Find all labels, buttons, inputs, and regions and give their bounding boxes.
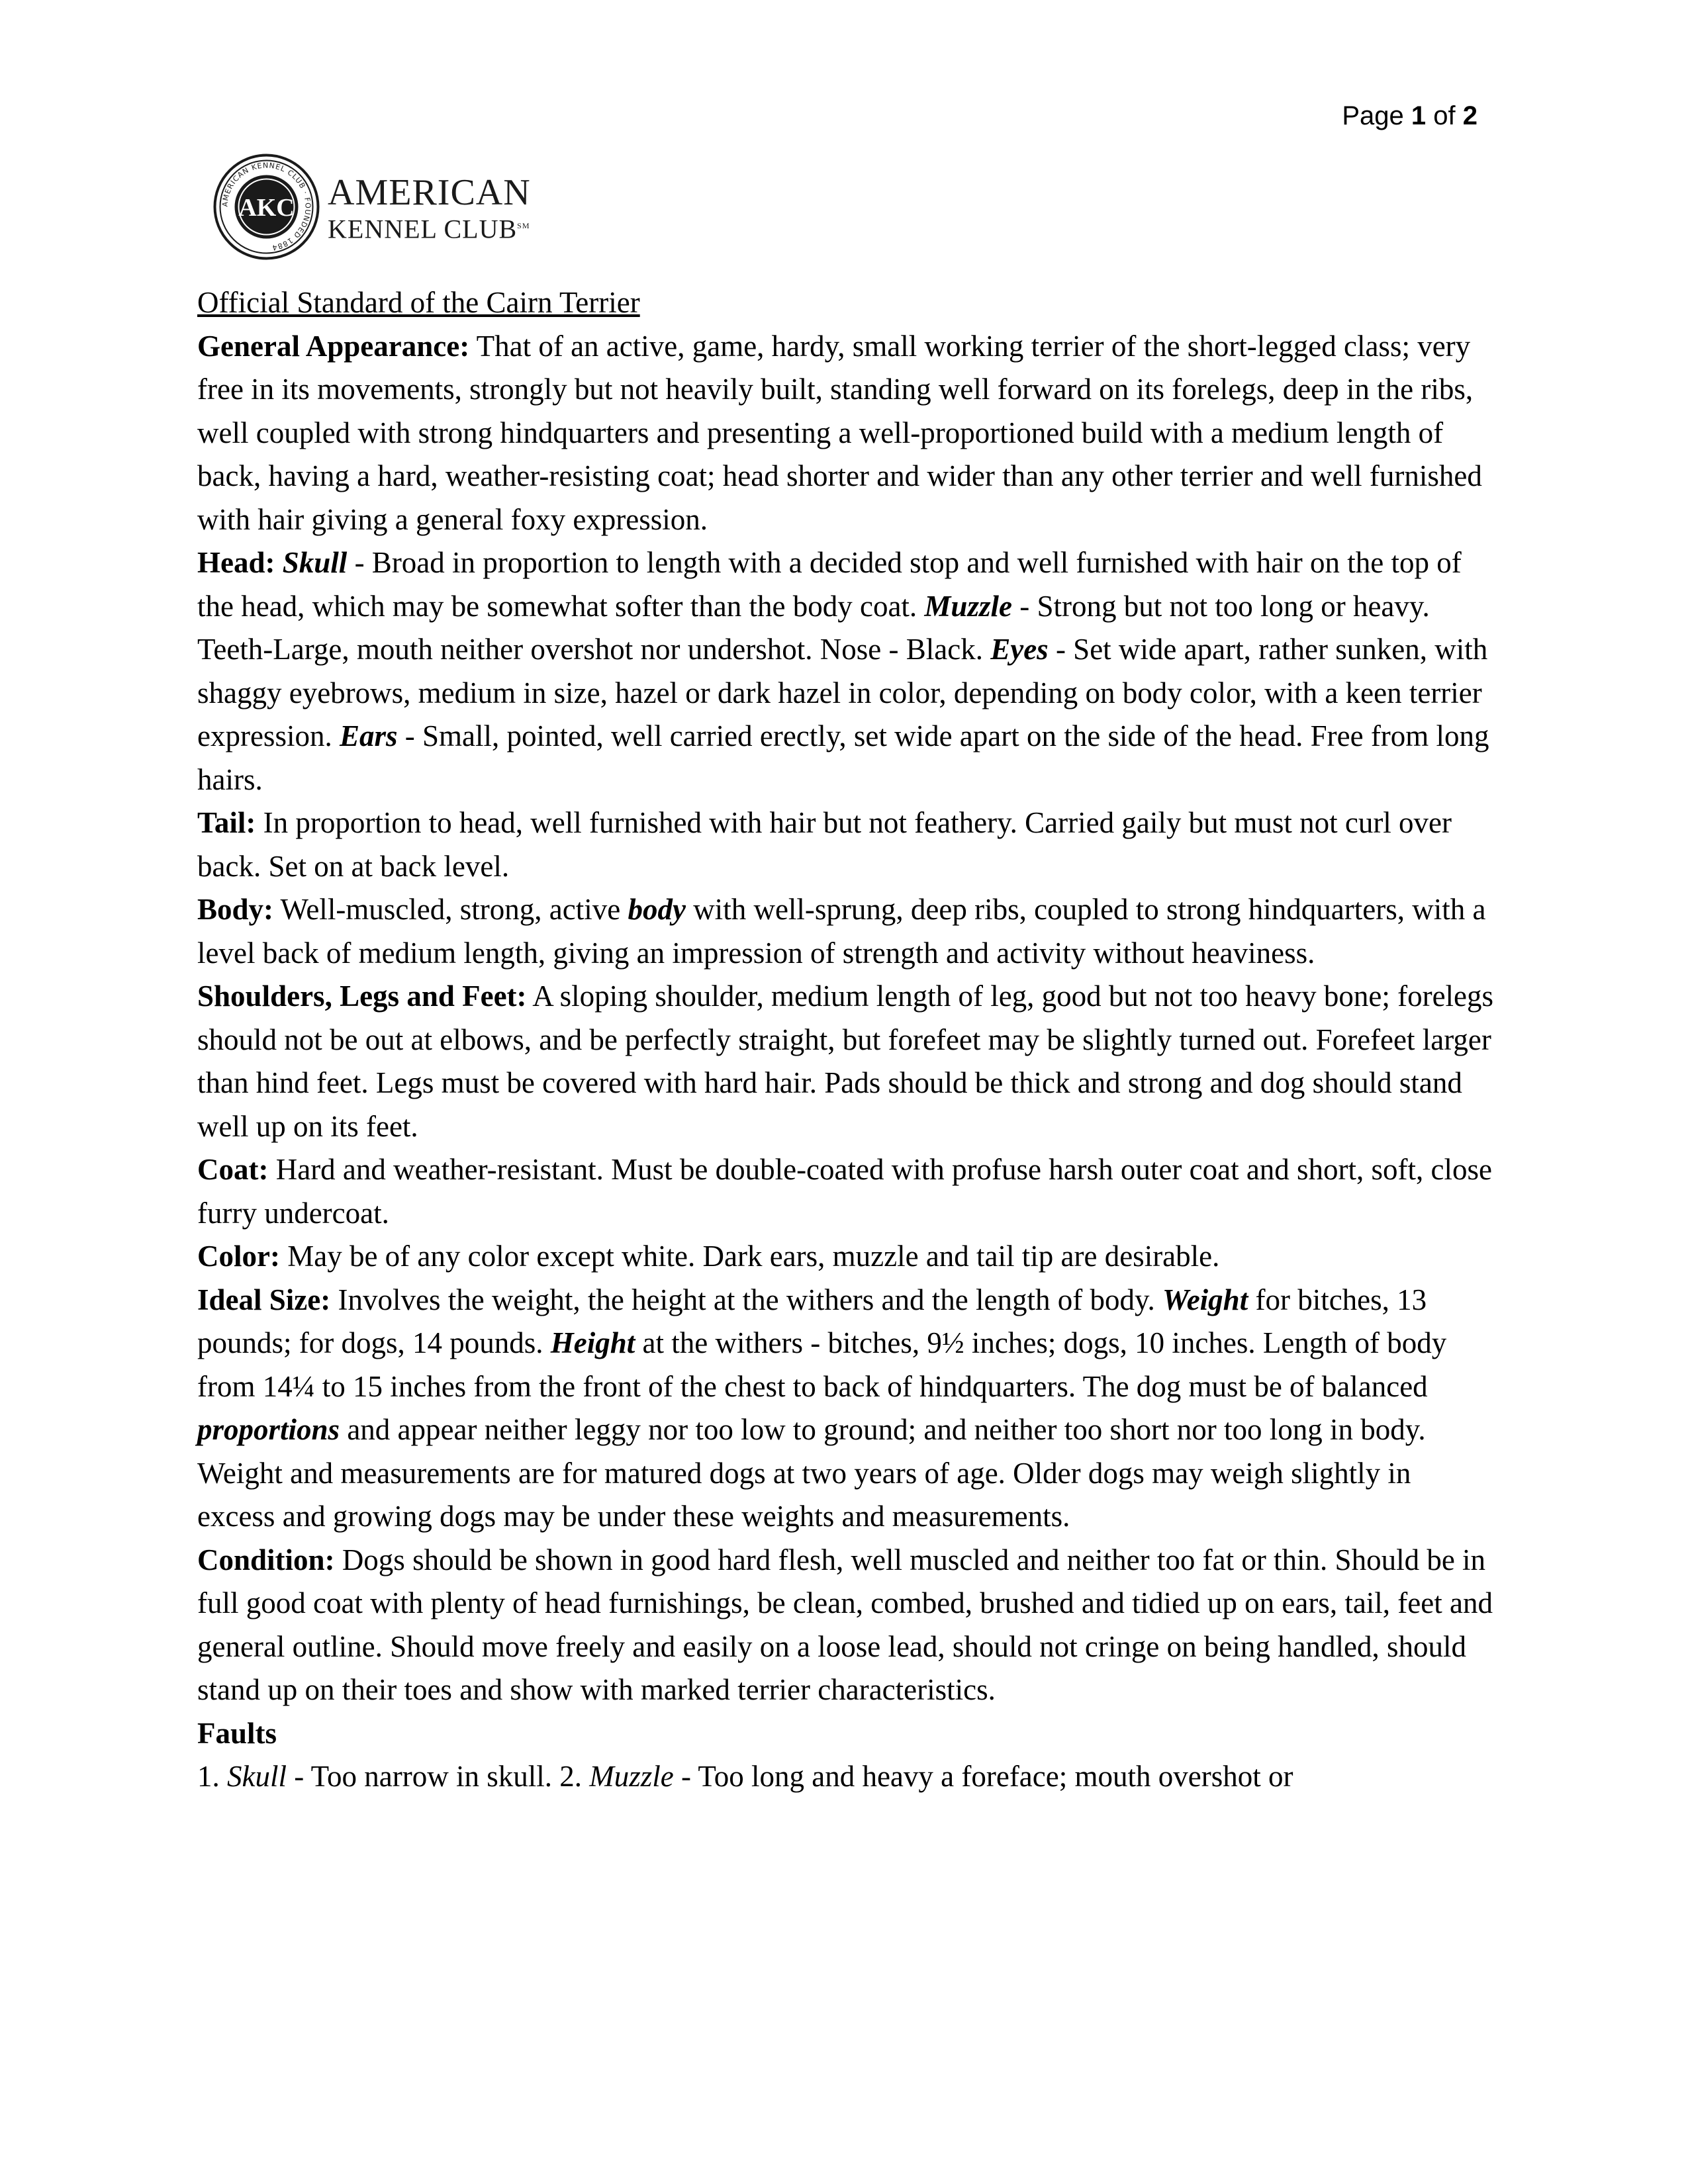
section-text: Hard and weather-resistant. Must be double-coated with profuse harsh outer coat and short, soft, close furry undercoat. xyxy=(197,1153,1493,1230)
page-total: 2 xyxy=(1462,101,1477,130)
section-text: Involves the weight, the height at the withers and the length of body. xyxy=(330,1283,1163,1316)
page-current: 1 xyxy=(1411,101,1427,130)
section-text: at the withers - bitches, 9½ inches; dogs, 10 inches. Length of body from 14¼ to 15 inches from the front of the chest to back of hindquarters. The dog must be of balanced xyxy=(197,1326,1447,1403)
color-section xyxy=(197,1235,1495,1279)
page-of: of xyxy=(1433,101,1456,130)
logo-wordmark xyxy=(328,174,531,244)
section-label: Shoulders, Legs and Feet: xyxy=(197,979,527,1013)
section-text: - Set wide apart, rather sunken, with shaggy eyebrows, medium in size, hazel or dark hazel in color, depending on body color, with a keen terrier expression. xyxy=(197,633,1488,752)
body-section xyxy=(197,888,1495,975)
head-section xyxy=(197,541,1495,801)
proportions-label: proportions xyxy=(197,1413,340,1446)
fault-skull-label: Skull xyxy=(227,1760,287,1793)
fault-number: 1. xyxy=(197,1760,227,1793)
fault-text: - Too narrow in skull. 2. xyxy=(286,1760,590,1793)
section-text: Well-muscled, strong, active xyxy=(273,893,628,926)
seal-initials: AKC xyxy=(238,194,295,222)
section-text: Dogs should be shown in good hard flesh, well muscled and neither too fat or thin. Should be in full good coat with plenty of head furnishings, be clean, combed, brushed and tidied up on ears, tail, feet and general outline. Should move freely and easily on a loose lead, should not cringe on being handled, should stand up on their toes and show with marked terrier characteristics. xyxy=(197,1543,1493,1706)
section-label: General Appearance: xyxy=(197,329,470,363)
section-label: Color: xyxy=(197,1240,280,1273)
seal-text: AMERICAN KENNEL CLUB · FOUNDED 1884 xyxy=(220,161,312,252)
condition-section xyxy=(197,1539,1495,1712)
section-text: - Strong but not too long or heavy. Teeth-Large, mouth neither overshot nor undershot. Nose - Black. xyxy=(197,589,1430,666)
section-text: A sloping shoulder, medium length of leg, good but not too heavy bone; forelegs should not be out at elbows, and be perfectly straight, but forefeet may be slightly turned out. Forefeet larger than hind feet. Legs must be covered with hard hair. Pads should be thick and strong and dog should stand well up on its feet. xyxy=(197,979,1494,1143)
akc-seal-icon xyxy=(212,152,321,261)
document-title: Official Standard of the Cairn Terrier xyxy=(197,286,640,319)
weight-label: Weight xyxy=(1162,1283,1248,1316)
height-label: Height xyxy=(550,1326,635,1359)
general-appearance-section xyxy=(197,325,1495,542)
logo-line1: AMERICAN xyxy=(328,172,531,213)
section-label: Tail: xyxy=(197,806,256,839)
section-text: May be of any color except white. Dark ears, muzzle and tail tip are desirable. xyxy=(279,1240,1220,1273)
tail-section xyxy=(197,801,1495,888)
section-label: Head: xyxy=(197,546,275,579)
muzzle-label: Muzzle xyxy=(924,589,1012,623)
akc-logo xyxy=(212,149,531,268)
section-text: and appear neither leggy nor too low to ground; and neither too short nor too long in body. Weight and measurements are for matured dogs at two years of age. Older dogs may weigh slightly in excess and growing dogs may be under these weights and measurements. xyxy=(197,1413,1426,1533)
faults-list xyxy=(197,1755,1495,1799)
section-label: Condition: xyxy=(197,1543,335,1576)
section-text: - Broad in proportion to length with a decided stop and well furnished with hair on the top of the head, which may be somewhat softer than the body coat. xyxy=(197,546,1462,623)
fault-muzzle-label: Muzzle xyxy=(589,1760,674,1793)
fault-text: - Too long and heavy a foreface; mouth overshot or xyxy=(673,1760,1293,1793)
section-text: In proportion to head, well furnished with hair but not feathery. Carried gaily but must not curl over back. Set on at back level. xyxy=(197,806,1452,883)
skull-label: Skull xyxy=(282,546,348,579)
faults-heading-text: Faults xyxy=(197,1716,277,1750)
standard-content xyxy=(197,281,1495,1799)
section-label: Coat: xyxy=(197,1153,269,1186)
section-label: Body: xyxy=(197,893,274,926)
logo-service-mark: SM xyxy=(517,221,530,230)
section-text: - Small, pointed, well carried erectly, set wide apart on the side of the head. Free from long hairs. xyxy=(197,719,1489,796)
section-label: Ideal Size: xyxy=(197,1283,331,1316)
body-emphasis: body xyxy=(628,893,686,926)
section-text: for bitches, 13 pounds; for dogs, 14 pounds. xyxy=(197,1283,1427,1359)
page-label: Page xyxy=(1342,101,1404,130)
faults-heading xyxy=(197,1712,1495,1756)
ideal-size-section xyxy=(197,1279,1495,1539)
ears-label: Ears xyxy=(339,719,398,752)
page-number xyxy=(1342,99,1477,132)
eyes-label: Eyes xyxy=(990,633,1049,666)
coat-section xyxy=(197,1148,1495,1235)
logo-line2: KENNEL CLUB xyxy=(328,214,518,244)
section-text: That of an active, game, hardy, small working terrier of the short-legged class; very free in its movements, strongly but not heavily built, standing well forward on its forelegs, deep in the ribs, well coupled with strong hindquarters and presenting a well-proportioned build with a medium length of back, having a hard, weather-resisting coat; head shorter and wider than any other terrier and well furnished with hair giving a general foxy expression. xyxy=(197,329,1482,536)
section-text: with well-sprung, deep ribs, coupled to strong hindquarters, with a level back of medium length, giving an impression of strength and activity without heaviness. xyxy=(197,893,1486,970)
shoulders-legs-feet-section xyxy=(197,975,1495,1148)
